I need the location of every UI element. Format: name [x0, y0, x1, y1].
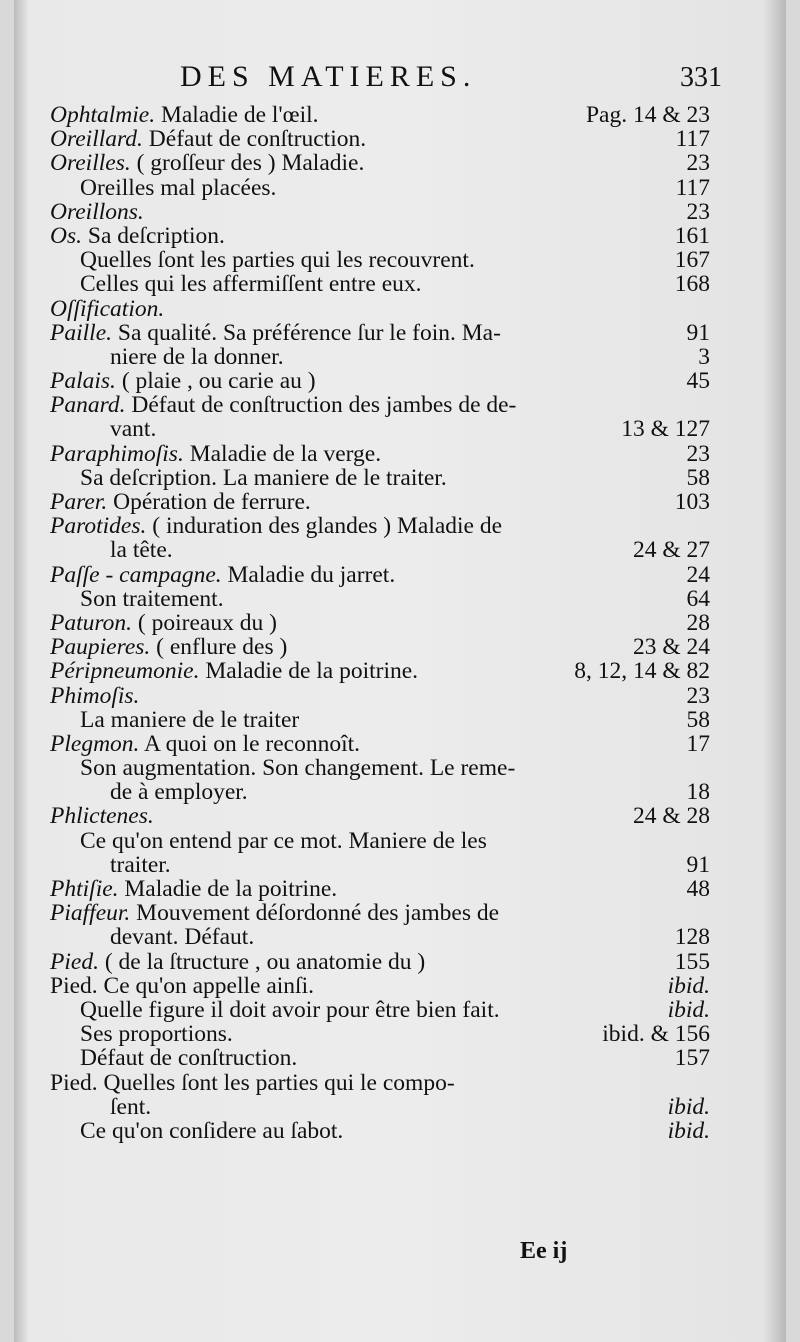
index-entry [50, 877, 710, 901]
index-entry [50, 417, 710, 441]
index-entry [50, 611, 710, 635]
entry-text [50, 321, 501, 345]
entry-description: traiter. [110, 851, 171, 878]
entry-page-ref: 23 [686, 198, 710, 225]
entry-text [80, 1119, 343, 1143]
entry-text [50, 950, 425, 974]
entry-description: La maniere de le traiter [80, 706, 300, 733]
entry-text [80, 587, 224, 611]
index-entry [50, 635, 710, 659]
entry-page-ref: 23 [686, 150, 710, 177]
entry-page-ref: ibid. [667, 1093, 710, 1120]
index-entry [50, 224, 710, 248]
index-entry [50, 466, 710, 490]
entry-page-ref: 23 [686, 682, 710, 709]
entry-page-ref: 91 [686, 319, 710, 346]
entry-headword: Parotides. [50, 513, 147, 540]
entry-description: niere de la donner. [110, 343, 284, 370]
entry-description: ( enflure des ) [156, 634, 288, 661]
entry-page-ref: 45 [686, 368, 710, 395]
book-page [14, 0, 786, 1342]
entry-description: Oreilles mal placées. [80, 174, 277, 201]
entry-description: Sa qualité. Sa préférence ſur le foin. Ma- [117, 319, 501, 346]
entry-text [110, 345, 284, 369]
page-footer [50, 1238, 710, 1268]
entry-text [50, 127, 366, 151]
index-entry [50, 659, 710, 683]
index-entry [50, 829, 710, 853]
entry-headword: Phtiſie. [50, 876, 119, 902]
entry-headword: Paraphimoſis. [50, 440, 184, 467]
entry-page-ref: 58 [686, 464, 710, 491]
index-entry [50, 901, 710, 925]
entry-description: devant. Défaut. [110, 924, 255, 951]
index-entry [50, 200, 710, 224]
entry-text [80, 708, 299, 732]
entry-text [50, 974, 314, 998]
entry-description: ( plaie , ou carie au ) [121, 368, 316, 395]
entry-description: Maladie de la poitrine. [124, 876, 338, 902]
index-entry [50, 684, 710, 708]
entry-page-ref: 8, 12, 14 & 82 [574, 658, 710, 685]
entry-text [50, 563, 395, 587]
index-entry [50, 756, 710, 780]
entry-text [50, 224, 225, 248]
entry-description: Son augmentation. Son changement. Le reme- [80, 755, 516, 782]
entry-headword: Piaffeur. [50, 900, 131, 927]
index-entry [50, 708, 710, 732]
entry-description: la tête. [110, 537, 173, 564]
entry-page-ref: 117 [675, 126, 710, 153]
entry-page-ref: 18 [686, 779, 710, 806]
entry-description: Maladie du jarret. [227, 561, 396, 588]
entry-headword: Péripneumonie. [50, 658, 200, 685]
entry-headword: Pied. [50, 948, 99, 975]
entry-text [80, 829, 487, 853]
entry-text [50, 490, 311, 514]
running-title: DES MATIERES. [180, 60, 477, 93]
entry-text [50, 151, 364, 175]
entry-page-ref: 157 [674, 1045, 710, 1072]
entry-text [80, 176, 276, 200]
entry-headword: Oreilles. [50, 150, 131, 177]
index-entry [50, 393, 710, 417]
index-entry [50, 925, 710, 949]
entry-headword: Plegmon. [50, 730, 140, 757]
index-entry [50, 1046, 710, 1070]
entry-text [50, 442, 381, 466]
index-entry [50, 1071, 710, 1095]
entry-text [50, 804, 154, 828]
index-entry [50, 780, 710, 804]
index-entry [50, 974, 710, 998]
entry-headword: Oſſification. [50, 295, 165, 322]
entry-description: ( de la ſtructure , ou anatomie du ) [104, 948, 426, 975]
entry-text [80, 466, 447, 490]
index-entry [50, 1095, 710, 1119]
index-entry [50, 345, 710, 369]
entry-text [50, 659, 418, 683]
entry-page-ref: 48 [686, 876, 710, 902]
entry-text [80, 272, 422, 296]
index-entry [50, 321, 710, 345]
entry-text [110, 538, 173, 562]
entry-page-ref: 167 [674, 247, 710, 274]
entry-text [50, 901, 499, 925]
entry-text [50, 393, 516, 417]
entry-description: Celles qui les affermiſſent entre eux. [80, 271, 422, 298]
entry-headword: Parer. [50, 489, 108, 515]
entry-description: Défaut de conſtruction. [80, 1045, 298, 1072]
entry-description: Maladie de la poitrine. [205, 658, 419, 685]
index-entry [50, 1119, 710, 1143]
entry-text [110, 853, 171, 877]
index-entry [50, 490, 710, 514]
entry-page-ref: ibid. & 156 [602, 1021, 710, 1048]
page-number: 331 [680, 62, 722, 93]
entry-headword: Paupieres. [50, 634, 151, 661]
entry-text [50, 200, 144, 224]
entry-page-ref: 17 [686, 730, 710, 757]
index-entry [50, 248, 710, 272]
entry-text [80, 756, 515, 780]
index-entry [50, 151, 710, 175]
entry-description: Quelle figure il doit avoir pour être bien fait. [80, 996, 500, 1023]
entry-description: Son traitement. [80, 585, 224, 612]
index-entry [50, 538, 710, 562]
entry-description: Mouvement déſordonné des jambes de [136, 900, 500, 927]
index-entry [50, 1022, 710, 1046]
entry-page-ref: 23 [686, 440, 710, 467]
index-entry [50, 272, 710, 296]
entry-text [50, 103, 319, 127]
index-entry [50, 369, 710, 393]
entry-text [50, 514, 502, 538]
index-entry [50, 103, 710, 127]
entry-text [110, 1095, 151, 1119]
entry-description: Défaut de conſtruction des jambes de de- [131, 392, 517, 419]
index-entry [50, 127, 710, 151]
entry-description: Défaut de conſtruction. [148, 126, 367, 153]
entry-text [50, 732, 360, 756]
index-entry [50, 587, 710, 611]
entry-page-ref: 28 [686, 609, 710, 636]
entry-description: de à employer. [110, 779, 248, 806]
entry-description: Pied. Ce qu'on appelle ainſi. [50, 972, 314, 999]
index-entry [50, 950, 710, 974]
entry-page-ref: 155 [674, 948, 710, 975]
entry-page-ref: 24 & 28 [632, 803, 710, 830]
entry-page-ref: 3 [698, 343, 710, 370]
entry-description: ſent. [110, 1093, 152, 1120]
entry-description: ( groſſeur des ) Maladie. [136, 150, 365, 177]
entry-text [80, 248, 475, 272]
entry-text [50, 369, 316, 393]
entry-page-ref: 13 & 127 [621, 416, 710, 443]
entry-headword: Oreillons. [50, 198, 144, 225]
entry-description: Ce qu'on entend par ce mot. Maniere de les [80, 827, 487, 854]
entry-text [50, 877, 337, 901]
entry-description: Pied. Quelles ſont les parties qui le compo- [50, 1069, 455, 1096]
entry-page-ref: 103 [674, 489, 710, 515]
entry-description: Ce qu'on conſidere au ſabot. [80, 1117, 344, 1144]
entry-page-ref: 168 [674, 271, 710, 298]
signature-mark: Ee ij [520, 1238, 568, 1264]
entry-text [50, 611, 277, 635]
entry-headword: Panard. [50, 392, 126, 419]
entry-headword: Oreillard. [50, 126, 143, 153]
entry-headword: Ophtalmie. [50, 102, 156, 128]
entry-page-ref: 161 [674, 222, 710, 249]
entry-page-ref: 91 [686, 851, 710, 878]
entry-text [110, 417, 156, 441]
index-entry [50, 804, 710, 828]
entry-text [80, 1022, 233, 1046]
index-entry [50, 176, 710, 200]
entry-text [50, 684, 139, 708]
entry-headword: Phlictenes. [50, 803, 154, 830]
entry-text [50, 297, 164, 321]
entry-page-ref: Pag. 14 & 23 [585, 102, 710, 128]
entry-text [80, 1046, 297, 1070]
entry-page-ref: 128 [674, 924, 710, 951]
entry-page-ref: ibid. [667, 996, 710, 1023]
entry-description: Maladie de la verge. [189, 440, 382, 467]
entry-description: Opération de ferrure. [113, 489, 311, 515]
entry-text [80, 998, 500, 1022]
entry-description: Quelles ſont les parties qui les recouvrent. [80, 247, 475, 274]
entry-page-ref: 24 & 27 [632, 537, 710, 564]
entry-page-ref: 58 [686, 706, 710, 733]
entry-text [110, 780, 248, 804]
page-header [50, 60, 722, 100]
entry-headword: Paſſe - campagne. [50, 561, 222, 588]
entry-page-ref: 117 [675, 174, 710, 201]
entry-description: vant. [110, 416, 157, 443]
entry-headword: Paturon. [50, 609, 133, 636]
index-entry [50, 442, 710, 466]
entry-text [50, 635, 287, 659]
index-entry [50, 563, 710, 587]
entry-headword: Os. [50, 222, 82, 249]
entry-description: Maladie de l'œil. [160, 102, 319, 128]
entry-page-ref: ibid. [667, 972, 710, 999]
entry-description: ( induration des glandes ) Maladie de [152, 513, 503, 540]
entry-headword: Palais. [50, 368, 116, 395]
index-entry [50, 732, 710, 756]
entry-page-ref: ibid. [667, 1117, 710, 1144]
entry-page-ref: 24 [686, 561, 710, 588]
entry-text [110, 925, 254, 949]
entry-text [50, 1071, 455, 1095]
entry-description: Ses proportions. [80, 1021, 233, 1048]
entry-page-ref: 64 [686, 585, 710, 612]
index-entry [50, 998, 710, 1022]
entry-description: Sa deſcription. La maniere de le traiter. [80, 464, 447, 491]
index-entry [50, 853, 710, 877]
entry-description: A quoi on le reconnoît. [144, 730, 361, 757]
entry-description: ( poireaux du ) [137, 609, 277, 636]
entry-headword: Paille. [50, 319, 112, 346]
index-entries [50, 103, 710, 1143]
entry-description: Sa deſcription. [87, 222, 225, 249]
entry-page-ref: 23 & 24 [632, 634, 710, 661]
index-entry [50, 297, 710, 321]
index-entry [50, 514, 710, 538]
entry-headword: Phimoſis. [50, 682, 140, 709]
